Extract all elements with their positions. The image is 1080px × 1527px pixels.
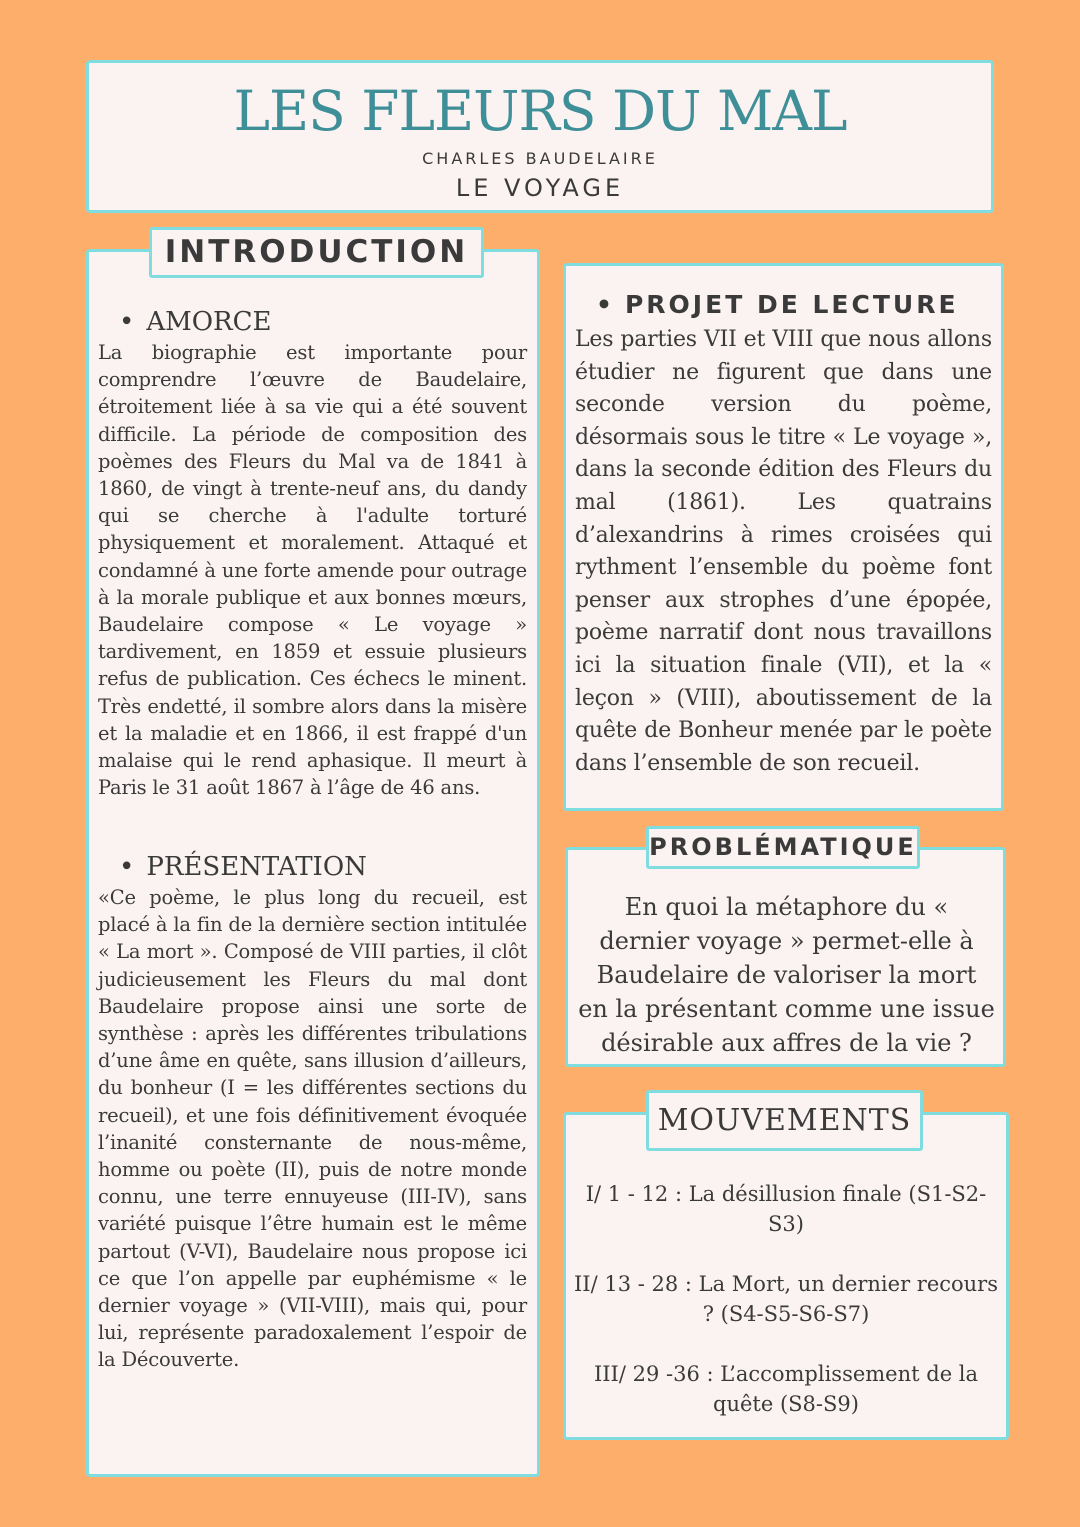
problematique-card <box>565 847 1006 1067</box>
header-card <box>86 60 994 213</box>
mouvement-item-3: III/ 29 -36 : L’accomplissement de la quête (S8-S9) <box>593 1362 979 1416</box>
presentation-heading-label: PRÉSENTATION <box>146 852 367 882</box>
page-title: LES FLEURS DU MAL <box>233 79 847 143</box>
problematique-tab: PROBLÉMATIQUE <box>646 826 920 869</box>
projet-card <box>563 263 1004 811</box>
poem-title: LE VOYAGE <box>455 174 625 202</box>
bullet-icon: • <box>119 852 135 882</box>
introduction-card <box>86 249 540 1477</box>
projet-heading <box>596 290 959 319</box>
mouvements-card <box>563 1112 1009 1440</box>
bullet-icon: • <box>119 307 135 337</box>
mouvement-item-2: II/ 13 - 28 : La Mort, un dernier recours ? (S4-S5-S6-S7) <box>574 1272 998 1326</box>
presentation-text: «Ce poème, le plus long du recueil, est placé à la fin de la dernière section intitulée « La mort ». Composé de VIII parties, il clôt judicieusement les Fleurs du mal dont Baudelaire propose ainsi une sorte de synthèse : après les différentes tribulations d’une âme en quête, sans illusion d’ailleurs, du bonheur (I = les différentes sections du recueil), et une fois définitivement évoquée l’inanité consternante de nous-même, homme ou poète (II), puis de notre monde connu, une terre ennuyeuse (III-IV), sans variété puisque l’être humain est le même partout (V-VI), Baudelaire nous propose ici ce que l’on appelle par euphémisme « le dernier voyage » (VII-VIII), mais qui, pour lui, représente paradoxalement l’espoir de la Découverte. <box>98 886 527 1372</box>
mouvements-tab: MOUVEMENTS <box>646 1090 923 1151</box>
projet-text: Les parties VII et VIII que nous allons étudier ne figurent que dans une seconde version du poème, désormais sous le titre « Le voyage », dans la seconde édition des Fleurs du mal (1861). Les quatrains d’alexandrins à rimes croisées qui rythment l’ensemble du poème font penser aux strophes d’une épopée, poème narratif dont nous travaillons ici la situation finale (VII), et la « leçon » (VIII), aboutissement de la quête de Bonheur menée par le poète dans l’ensemble de son recueil. <box>575 327 992 776</box>
amorce-heading <box>119 307 272 337</box>
problematique-text: En quoi la métaphore du « dernier voyage » permet-elle à Baudelaire de valoriser la mort en la présentant comme une issue désirable aux affres de la vie ? <box>578 893 995 1057</box>
amorce-heading-label: AMORCE <box>146 307 272 337</box>
projet-heading-label: PROJET DE LECTURE <box>624 290 959 319</box>
amorce-text: La biographie est importante pour comprendre l’œuvre de Baudelaire, étroitement liée à sa vie qui a été souvent difficile. La période de composition des poèmes des Fleurs du Mal va de 1841 à 1860, de vingt à trente-neuf ans, du dandy qui se cherche à l'adulte torturé physiquement et moralement. Attaqué et condamné à une forte amende pour outrage à la morale publique et aux bonnes mœurs, Baudelaire compose « Le voyage » tardivement, en 1859 et essuie plusieurs refus de publication. Ces échecs le minent. Très endetté, il sombre alors dans la misère et la maladie et en 1866, il est frappé d'un malaise qui le rend aphasique. Il meurt à Paris le 31 août 1867 à l’âge de 46 ans. <box>98 341 527 800</box>
bullet-icon: • <box>596 290 615 319</box>
introduction-tab: INTRODUCTION <box>149 227 484 278</box>
mouvement-item-1: I/ 1 - 12 : La désillusion finale (S1-S2-S3) <box>585 1182 987 1236</box>
author-name: CHARLES BAUDELAIRE <box>422 149 658 168</box>
presentation-heading <box>119 852 367 882</box>
